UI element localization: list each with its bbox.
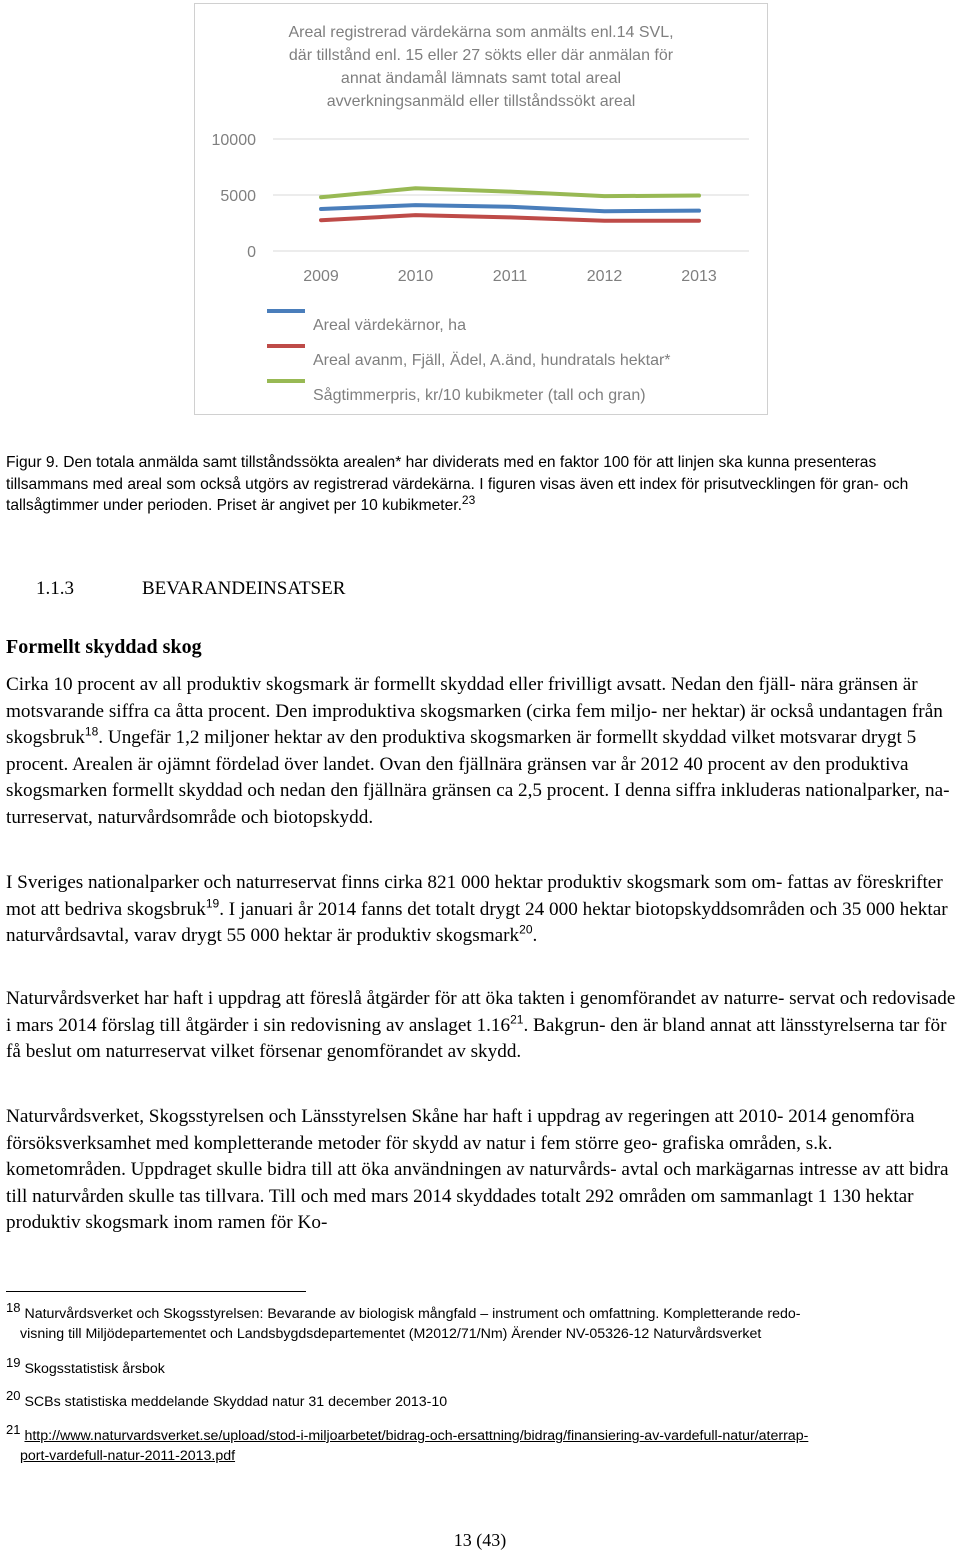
caption-text: Den totala anmälda samt tillståndssökta arealen* har dividerats med en faktor 100 för att linjen ska kunna presenteras tillsammans med areal som också utgörs av registrerad värdekärna. I figuren visas även ett index för prisutvecklingen för gran- och tallsågtimmer under perioden. Priset är angivet per 10 kubikmeter.: [6, 454, 909, 514]
page-number: 13 (43): [453, 1530, 507, 1550]
y-tick-label: 10000: [211, 132, 256, 149]
footnote-20: [6, 1388, 956, 1412]
chart-title-line: där tillstånd enl. 15 eller 27 sökts eller där anmälan för: [288, 47, 674, 64]
p3-text-cont: . Bakgrun- den är bland annat att länsstyrelserna tar för få beslut om naturreservat vilket försenar genomförandet av skydd.: [6, 1014, 947, 1062]
footnote-link[interactable]: http://www.naturvardsverket.se/upload/stod-i-miljoarbetet/bidrag-och-ersattning/bidrag/finansiering-av-vardefull-natur/aterrap-: [24, 1428, 809, 1444]
caption-ref: 23: [461, 492, 476, 507]
figure-label: Figur 9.: [6, 454, 59, 471]
legend-label: Sågtimmerpris, kr/10 kubikmeter (tall och gran): [313, 387, 646, 404]
paragraph-3: [6, 986, 956, 1066]
footnote-text: SCBs statistiska meddelande Skyddad natur 31 december 2013-10: [24, 1394, 448, 1410]
series-line: [321, 205, 699, 211]
paragraph-1: [6, 672, 956, 831]
footnote-ref-18: 18: [84, 724, 99, 739]
section-number: 1.1.3: [36, 578, 74, 599]
footnote-ref-21: 21: [510, 1012, 524, 1027]
chart-title-line: avverkningsanmäld eller tillståndssökt areal: [326, 93, 636, 110]
footnote-number: 18: [6, 1300, 21, 1316]
chart-title: [288, 24, 673, 110]
footnote-18-line1: [6, 1300, 956, 1324]
chart-title-line: annat ändamål lämnats samt total areal: [340, 70, 622, 87]
footnote-21: [6, 1422, 956, 1466]
p1-text: Cirka 10 procent av all produktiv skogsmark är formellt skyddad eller frivilligt avsatt. Nedan den fjäll- nära gränsen är motsvarande siffra ca åtta procent. Den improduktiva skogsmarken (cirka fem miljo- ner hektar) är också undantagen från skogsbruk: [6, 674, 943, 748]
footnote-text: Skogsstatistisk årsbok: [24, 1361, 165, 1377]
footnote-text: Naturvårdsverket och Skogsstyrelsen: Bevarande av biologisk mångfald – instrument och omfattning. Kompletterande redo-: [24, 1306, 801, 1322]
footnote-ref-20: 20: [519, 922, 533, 937]
x-tick-label: 2012: [586, 268, 623, 285]
chart-title-line: Areal registrerad värdekärna som anmälts enl.14 SVL,: [288, 24, 674, 41]
section-title: BEVARANDEINSATSER: [142, 578, 346, 599]
y-tick-label: 5000: [220, 188, 256, 205]
legend-label: Areal värdekärnor, ha: [313, 317, 466, 334]
footnote-text-cont: visning till Miljödepartementet och Landsbygdsdepartementet (M2012/71/Nm) Ärender NV-05326-12 Naturvårdsverket: [20, 1326, 762, 1342]
p2-text-cont: . I januari år 2014 fanns det totalt drygt 24 000 hektar biotopskyddsområden och 35 000 hektar naturvårdsavtal, varav drygt 55 000 hektar är produktiv skogsmark: [6, 898, 948, 946]
chart-svg: [195, 4, 769, 416]
series-line: [321, 215, 699, 221]
x-tick-label: 2013: [681, 268, 717, 285]
chart-legend: [267, 311, 671, 404]
footnote-number: 19: [6, 1355, 21, 1371]
y-axis-ticks: [212, 132, 257, 261]
footnote-link-cont[interactable]: port-vardefull-natur-2011-2013.pdf: [20, 1448, 236, 1464]
footnote-19: [6, 1355, 956, 1379]
x-axis-ticks: [303, 268, 717, 285]
x-tick-label: 2009: [303, 268, 339, 285]
chart-series: [321, 188, 699, 220]
line-chart: [194, 3, 768, 415]
y-tick-label: 0: [247, 244, 256, 261]
footnote-18: [6, 1300, 956, 1344]
series-line: [321, 188, 699, 197]
footnote-number: 21: [6, 1422, 21, 1438]
subheading: Formellt skyddad skog: [6, 636, 202, 658]
x-tick-label: 2011: [492, 268, 528, 285]
p2-text-end: .: [532, 925, 538, 946]
p2-text: I Sveriges nationalparker och naturreservat finns cirka 821 000 hektar produktiv skogsmark som om- fattas av föreskrifter mot att bedriva skogsbruk: [6, 872, 943, 920]
p3-text: Naturvårdsverket har haft i uppdrag att föreslå åtgärder för att öka takten i genomförandet av naturre- servat och redovisade i mars 2014 förslag till åtgärder i sin redovisning av anslaget 1.16: [6, 988, 956, 1036]
footnote-divider: [6, 1291, 306, 1292]
p1-text-cont: . Ungefär 1,2 miljoner hektar av den produktiva skogsmarken är formellt skyddad vilket motsvarar drygt 5 procent. Arealen är ojämnt fördelad över landet. Ovan den fjällnära gränsen var år 2012 40 procent av den produktiva skogsmarken formellt skyddad och nedan den fjällnära gränsen ca 2,5 procent. I denna siffra inkluderas nationalparker, na- turreservat, naturvårdsområde och biotopskydd.: [6, 727, 950, 828]
footnote-number: 20: [6, 1388, 21, 1404]
paragraph-4: Naturvårdsverket, Skogsstyrelsen och Länsstyrelsen Skåne har haft i uppdrag av regeringen att 2010- 2014 genomföra försöksverksamhet med kompletterande metoder för skydd av natur i fem större geo- grafiska områden, s.k. kometområden. Uppdraget skulle bidra till att öka användningen av naturvårds- avtal och markägarnas intresse av att bidra till naturvården skulle tas tillvara. Till och med mars 2014 skyddades totalt 292 områden om sammanlagt 1 130 hektar produktiv skogsmark inom ramen för Ko-: [6, 1106, 949, 1233]
x-tick-label: 2010: [397, 268, 434, 285]
paragraph-2: [6, 870, 956, 950]
footnote-ref-19: 19: [205, 896, 220, 911]
legend-label: Areal avanm, Fjäll, Ädel, A.änd, hundratals hektar*: [313, 352, 671, 369]
figure-caption: [6, 452, 956, 517]
